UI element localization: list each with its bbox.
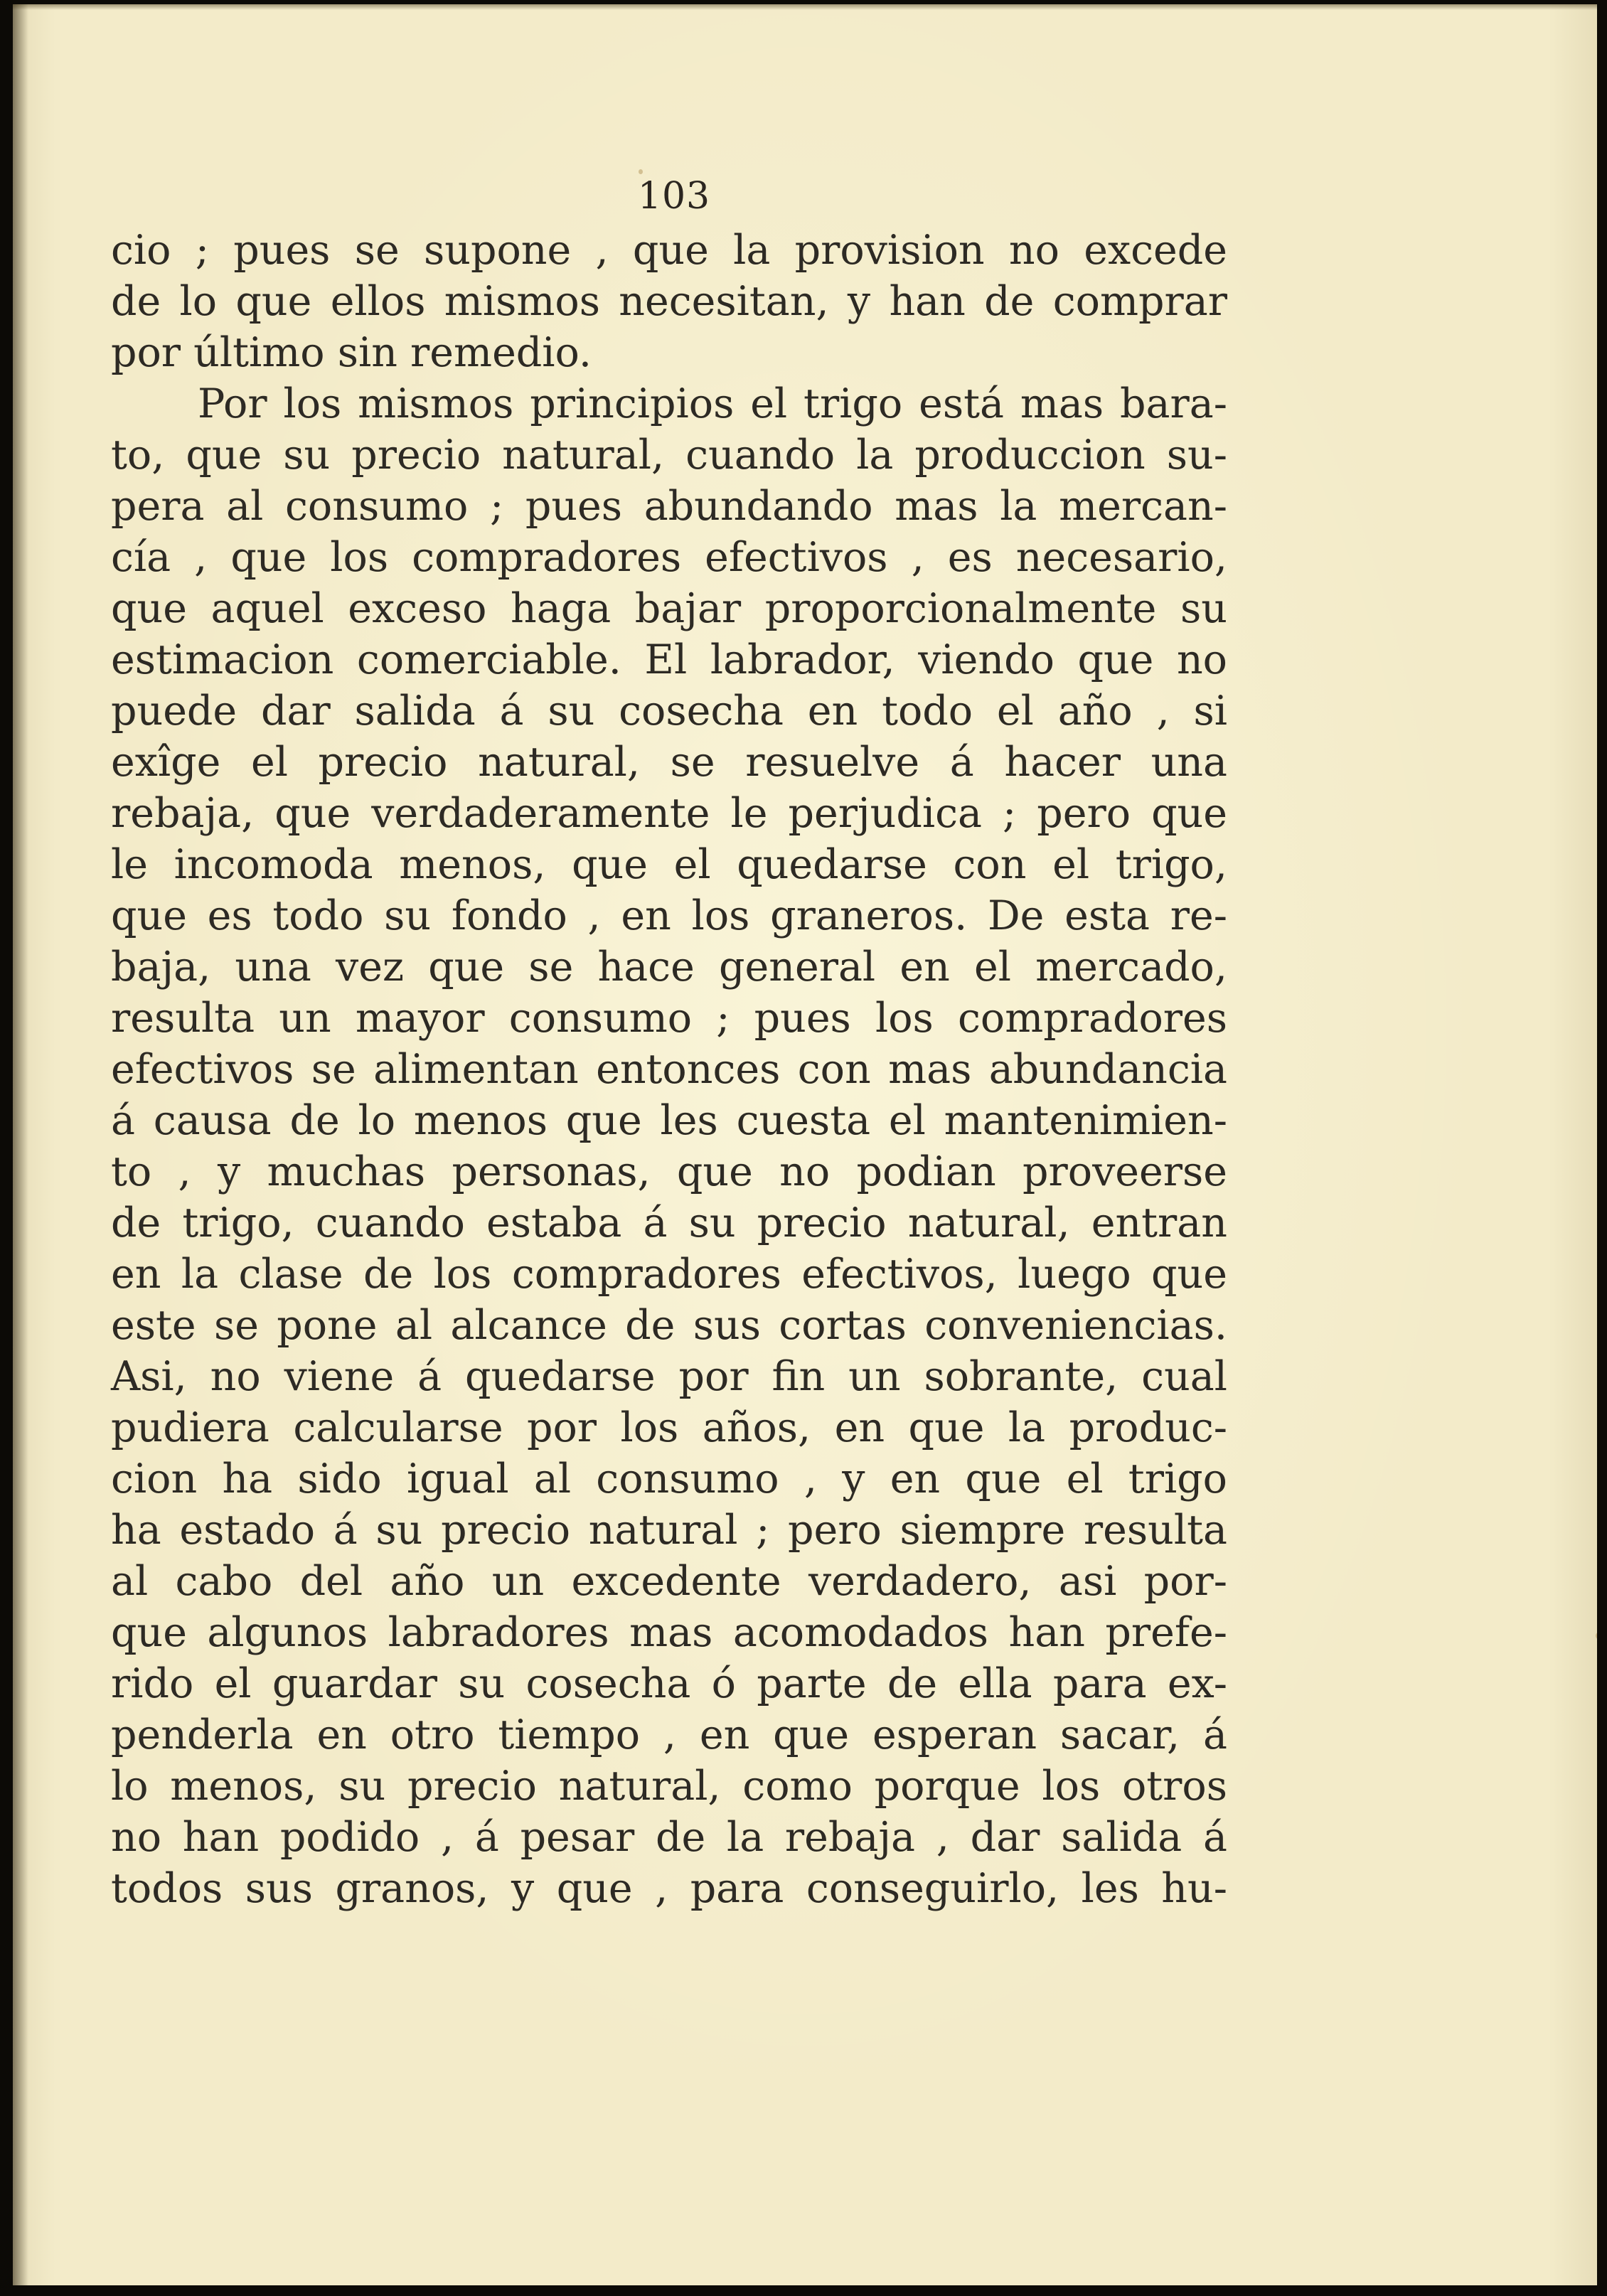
text-line: baja, una vez que se hace general en el mercado, [111,944,1227,991]
foxing-spot [1596,1633,1597,1639]
text-line: estimacion comerciable. El labrador, viendo que no [111,636,1227,683]
text-line: efectivos se alimentan entonces con mas abundancia [111,1046,1227,1093]
text-line: cio ; pues se supone , que la provision no excede [111,227,1227,274]
text-line: no han podido , á pesar de la rebaja , dar salida á [111,1814,1227,1861]
text-line: que algunos labradores mas acomodados han prefe- [111,1609,1227,1656]
text-line: resulta un mayor consumo ; pues los compradores [111,995,1227,1042]
page-number: 103 [637,175,711,218]
text-line: pudiera calcularse por los años, en que la produc- [111,1404,1227,1451]
text-line: que aquel exceso haga bajar proporcionalmente su [111,585,1227,632]
text-line: cion ha sido igual al consumo , y en que el trigo [111,1456,1227,1502]
text-line: al cabo del año un excedente verdadero, asi por- [111,1558,1227,1605]
text-line: to, que su precio natural, cuando la produccion su- [111,432,1227,479]
text-line: de trigo, cuando estaba á su precio natural, entran [111,1200,1227,1246]
text-line: por último sin remedio. [111,329,592,376]
page-top-edge [13,4,1597,10]
body-text [111,225,1227,1914]
text-line: puede dar salida á su cosecha en todo el año , si [111,688,1227,735]
text-line: á causa de lo menos que les cuesta el mantenimien- [111,1097,1227,1144]
text-line: ha estado á su precio natural ; pero siempre resulta [111,1507,1227,1554]
book-page [13,4,1597,2285]
text-line: todos sus granos, y que , para conseguirlo, les hu- [111,1865,1227,1912]
text-line: que es todo su fondo , en los graneros. De esta re- [111,892,1227,939]
foxing-spot [639,169,643,174]
text-line: cía , que los compradores efectivos , es necesario, [111,534,1227,581]
text-line: en la clase de los compradores efectivos, luego que [111,1251,1227,1298]
text-line: exîge el precio natural, se resuelve á hacer una [111,739,1227,786]
text-line: Asi, no viene á quedarse por fin un sobrante, cual [111,1353,1227,1400]
text-line: pera al consumo ; pues abundando mas la mercan- [111,483,1227,530]
text-line: le incomoda menos, que el quedarse con el trigo, [111,841,1227,888]
text-line: rebaja, que verdaderamente le perjudica ; pero que [111,790,1227,837]
text-line: lo menos, su precio natural, como porque los otros [111,1763,1227,1810]
text-line: to , y muchas personas, que no podian proveerse [111,1148,1227,1195]
paragraph-first-line: Por los mismos principios el trigo está mas bara- [198,380,1227,427]
text-line: rido el guardar su cosecha ó parte de ella para ex- [111,1660,1227,1707]
text-line: de lo que ellos mismos necesitan, y han de comprar [111,278,1227,325]
binding-shadow [13,4,28,2285]
text-line: este se pone al alcance de sus cortas conveniencias. [111,1302,1227,1349]
text-line: penderla en otro tiempo , en que esperan sacar, á [111,1712,1227,1758]
